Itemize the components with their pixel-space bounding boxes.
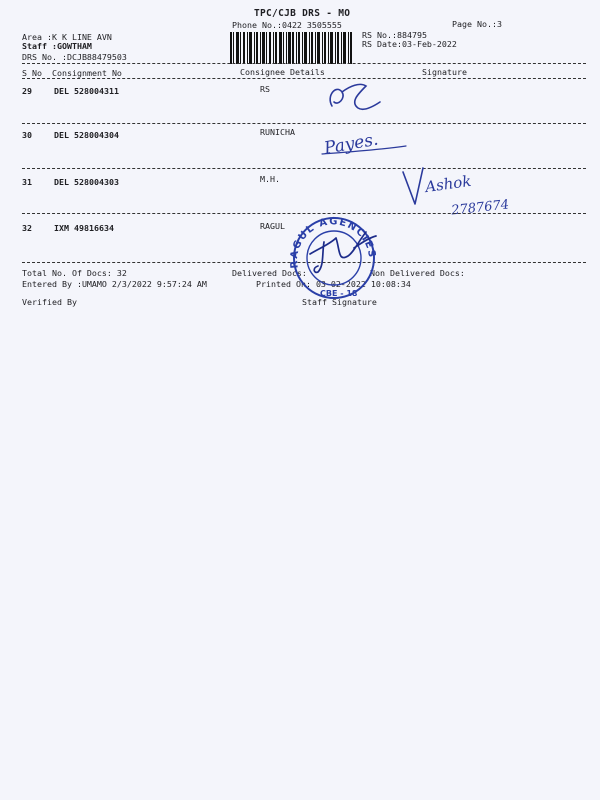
- handwritten-name: Ashok: [424, 171, 473, 197]
- handwritten-number: 2787674: [450, 197, 510, 219]
- row-consignee: M.H.: [260, 174, 280, 184]
- entered-by: Entered By :UMAMO 2/3/2022 9:57:24 AM: [22, 279, 207, 289]
- verified-by: Verified By: [22, 297, 77, 307]
- page-number: Page No.:3: [452, 19, 502, 29]
- row-consignment: DEL 528004311: [54, 86, 119, 96]
- total-docs: Total No. Of Docs: 32: [22, 268, 127, 278]
- header-rule: [22, 63, 586, 64]
- row-consignment: IXM 49816634: [54, 223, 114, 233]
- staff-name: Staff :GOWTHAM: [22, 41, 92, 51]
- area-label: Area :K K LINE AVN: [22, 32, 112, 42]
- column-signature: Signature: [422, 67, 467, 77]
- row-sno: 29: [22, 86, 32, 96]
- signature-row-31: [395, 158, 530, 218]
- column-sno: S No: [22, 68, 42, 78]
- drs-number: DRS No. :DCJB88479503: [22, 52, 127, 62]
- rs-number: RS No.:884795: [362, 30, 427, 40]
- non-delivered-docs: Non Delivered Docs:: [370, 268, 465, 278]
- signature-row-30: [318, 124, 418, 160]
- stamp-bottom-text: CBE - 18: [320, 289, 358, 298]
- column-rule: [22, 78, 586, 79]
- row-consignee: RS: [260, 84, 270, 94]
- row-sno: 30: [22, 130, 32, 140]
- rs-date: RS Date:03-Feb-2022: [362, 39, 457, 49]
- row-consignment: DEL 528004303: [54, 177, 119, 187]
- column-consignee: Consignee Details: [240, 67, 325, 77]
- printed-on: Printed On: 03-02-2022 10:08:34: [256, 279, 411, 289]
- stamp-ring-text: RAGUL AGENCIES: [288, 216, 378, 269]
- row-rule: [22, 123, 586, 124]
- barcode: [230, 32, 352, 64]
- column-consignment: Consignment No: [52, 68, 122, 78]
- handwritten-signature: Payes.: [322, 129, 380, 159]
- row-sno: 32: [22, 223, 32, 233]
- row-consignee: RUNICHA: [260, 127, 295, 137]
- document-title: TPC/CJB DRS - MO: [254, 8, 351, 19]
- delivered-docs: Delivered Docs:: [232, 268, 307, 278]
- signature-row-29: [320, 76, 390, 116]
- row-consignee: RAGUL: [260, 221, 285, 231]
- phone-number: Phone No.:0422 3505555: [232, 20, 342, 30]
- staff-signature: Staff Signature: [302, 297, 377, 307]
- agency-stamp: [276, 208, 396, 308]
- row-sno: 31: [22, 177, 32, 187]
- row-consignment: DEL 528004304: [54, 130, 119, 140]
